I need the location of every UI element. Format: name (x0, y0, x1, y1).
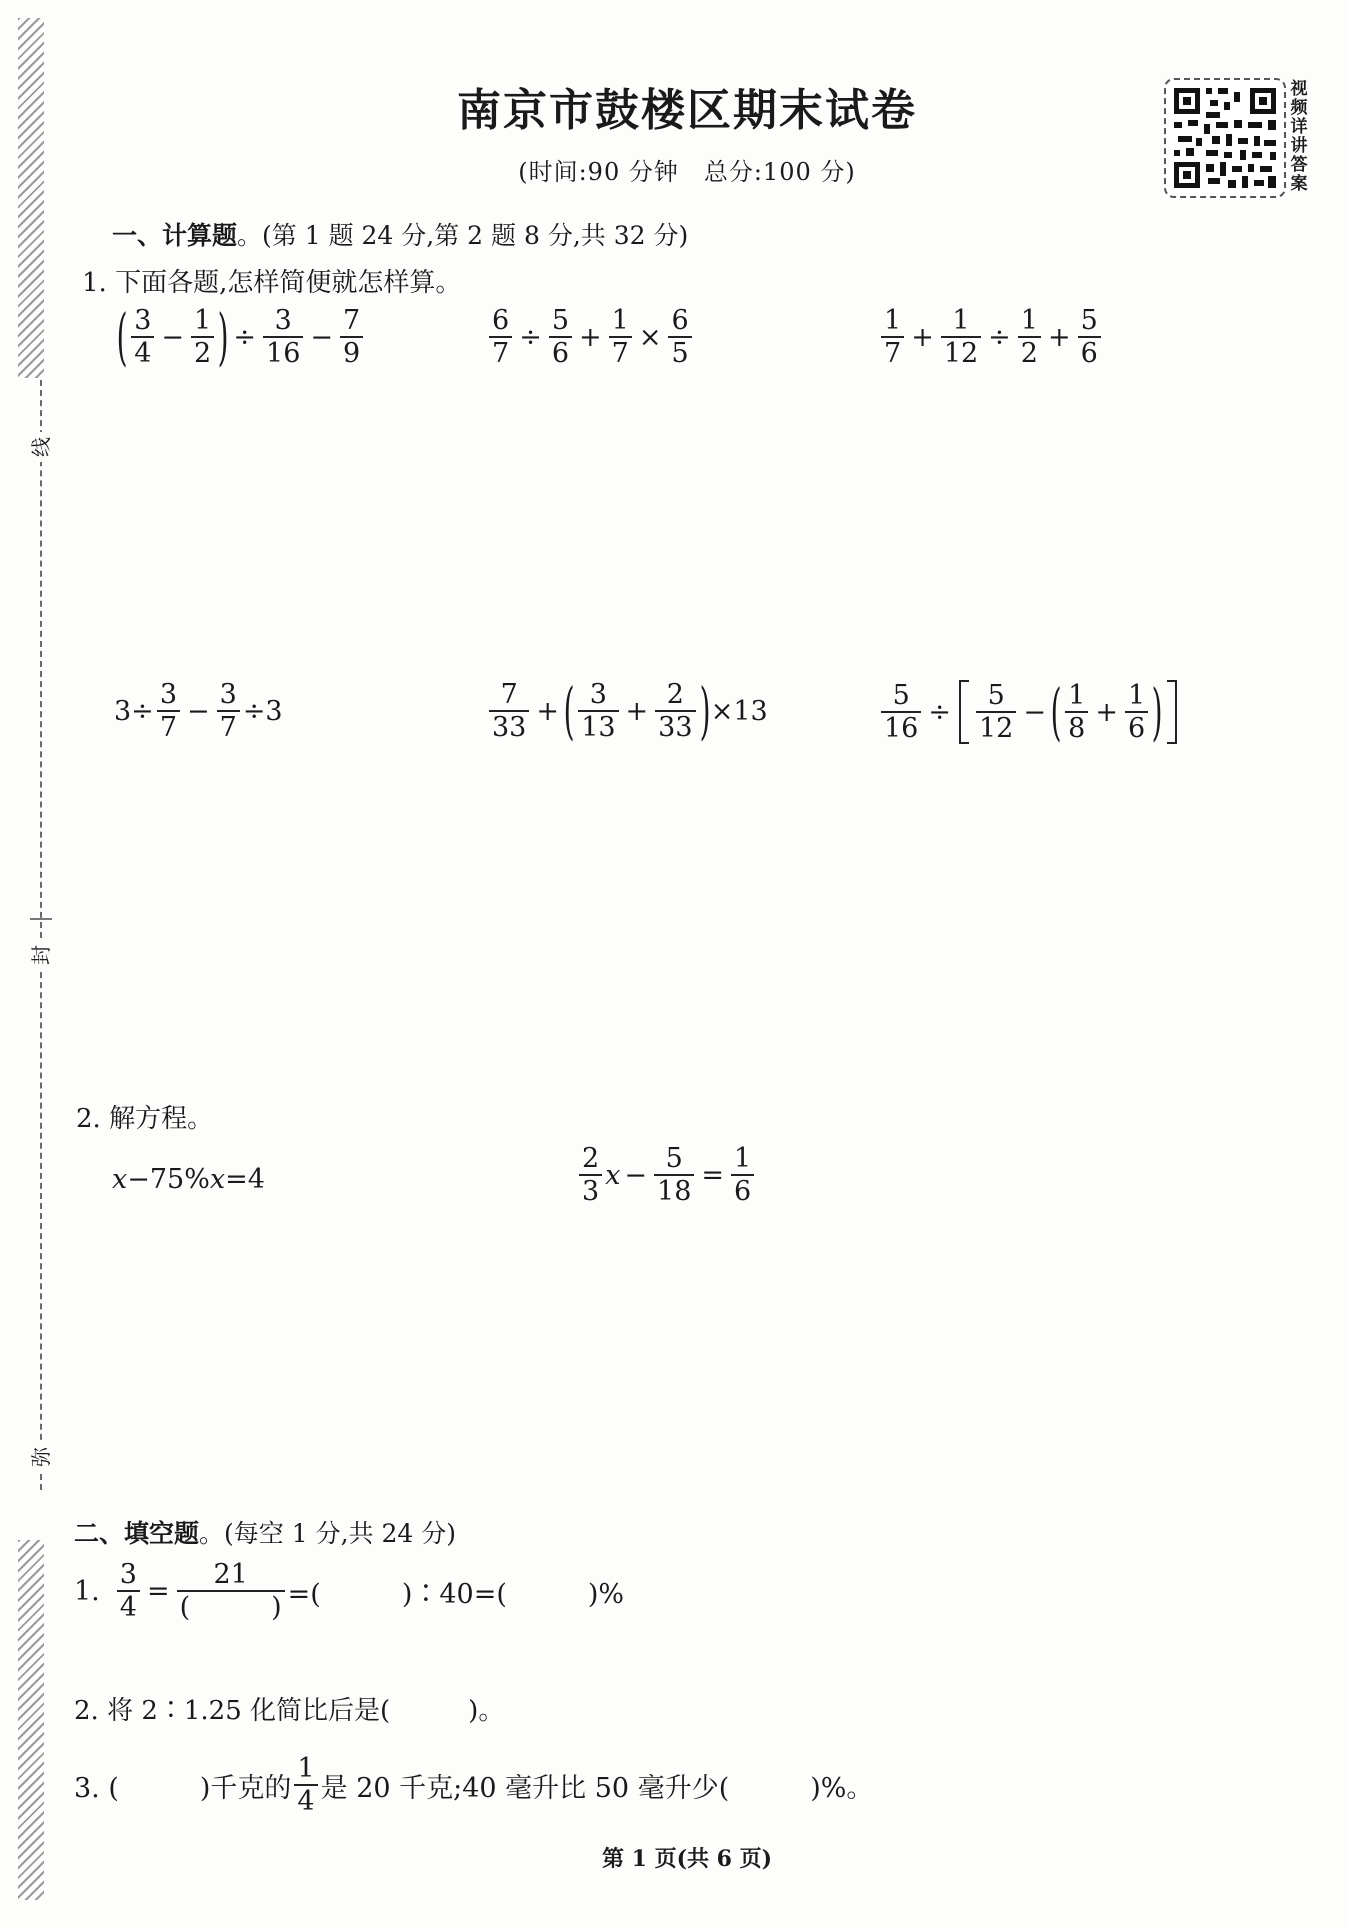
denominator: 13 (578, 710, 618, 742)
numerator: 3 (274, 305, 292, 336)
fraction (217, 680, 240, 742)
denominator: 3 (579, 1174, 602, 1206)
equation-2 (576, 1144, 757, 1206)
expression-2 (486, 306, 695, 368)
numerator: 1 (1127, 679, 1146, 711)
expression-3 (878, 306, 1104, 368)
denominator: 6 (731, 1174, 754, 1206)
denominator: 6 (549, 336, 572, 368)
operator: ÷ (928, 696, 951, 728)
question-2-prompt: 2. 解方程。 (76, 1104, 214, 1134)
fraction (609, 306, 632, 368)
expression-4 (114, 680, 283, 742)
denominator: 12 (941, 336, 981, 368)
operator: + (911, 321, 934, 353)
expression-tail: ÷3 (242, 695, 283, 727)
question-number: 1. (74, 1575, 100, 1607)
expression-6 (878, 675, 1181, 748)
numerator: 2 (582, 1143, 600, 1174)
operator: = (701, 1159, 725, 1191)
qr-code-graphic (1166, 80, 1284, 196)
paren-left: ( (563, 674, 575, 748)
qr-code-icon[interactable] (1164, 78, 1286, 198)
fraction (976, 681, 1016, 743)
fraction (294, 1754, 317, 1816)
fraction (131, 306, 154, 368)
numerator: 3 (159, 679, 177, 710)
denominator: 6 (1125, 711, 1148, 743)
denominator: 2 (1018, 336, 1041, 368)
denominator: 7 (157, 710, 180, 742)
denominator: 16 (881, 711, 921, 743)
section-note: 。(每空 1 分,共 24 分) (199, 1519, 456, 1548)
operator: + (536, 695, 559, 727)
numerator: 6 (492, 305, 510, 336)
operator: ÷ (233, 321, 257, 353)
page-footer: 第 1 页(共 6 页) (601, 1846, 773, 1872)
operator: + (625, 695, 649, 727)
exam-info: (时间:90 分钟 总分:100 分) (518, 158, 856, 186)
numerator: 21 (213, 1559, 248, 1590)
numerator: 6 (671, 305, 689, 336)
denominator: 33 (655, 710, 695, 742)
expression-tail: ×13 (710, 695, 768, 727)
denominator: 16 (263, 336, 303, 368)
fraction (1125, 681, 1148, 743)
section-note: 。(第 1 题 24 分,第 2 题 8 分,共 32 分) (237, 221, 689, 250)
numerator: 1 (194, 305, 212, 336)
qr-caption: 视频详讲答案 (1290, 79, 1308, 194)
denominator: 5 (668, 336, 691, 368)
operator: ÷ (519, 321, 542, 353)
paren-right: ) (1151, 675, 1163, 748)
fraction (654, 1144, 694, 1206)
page-title: 南京市鼓楼区期末试卷 (457, 85, 917, 136)
variable-x: x (209, 1164, 226, 1195)
equation-1 (112, 1164, 265, 1195)
section-title: 一、计算题 (112, 221, 238, 250)
fraction (1018, 306, 1041, 368)
numerator: 5 (892, 679, 910, 711)
numerator: 1 (952, 305, 970, 336)
fraction (1078, 306, 1101, 368)
numerator: 3 (219, 679, 237, 710)
expression-5 (486, 674, 768, 748)
section-heading-fill (74, 1514, 456, 1550)
fraction (579, 1144, 602, 1206)
numerator: 3 (134, 305, 152, 336)
fraction (1065, 681, 1088, 743)
fraction (117, 1560, 140, 1622)
numerator: 1 (1020, 305, 1038, 336)
operator: × (638, 321, 662, 353)
denominator: 7 (609, 336, 632, 368)
denominator: 18 (654, 1174, 694, 1206)
denominator: 7 (881, 336, 904, 368)
fraction (263, 306, 303, 368)
fraction (881, 306, 904, 368)
section-heading-calc (112, 216, 688, 252)
denominator: 7 (489, 336, 512, 368)
fraction (191, 306, 214, 368)
operator: − (624, 1159, 648, 1191)
margin-mi-char: 弥 (24, 1442, 58, 1472)
variable-x: x (605, 1159, 621, 1191)
question-text: 3. ( )千克的 (74, 1772, 292, 1804)
numerator: 1 (297, 1753, 315, 1784)
fill-question-1 (74, 1560, 624, 1622)
margin-line-char: 线 (24, 432, 58, 462)
expression-1 (116, 300, 366, 374)
binding-hatch-top (18, 18, 44, 378)
denominator: 12 (976, 711, 1016, 743)
denominator: 6 (1078, 336, 1101, 368)
operator: + (1047, 321, 1071, 353)
numerator: 1 (1068, 679, 1086, 711)
denominator: 2 (191, 336, 214, 368)
binding-tick (30, 918, 52, 920)
fraction-with-blank[interactable] (177, 1560, 285, 1622)
fraction (941, 306, 981, 368)
operator: = (146, 1575, 170, 1607)
fraction (549, 306, 572, 368)
numerator: 7 (343, 305, 361, 336)
operator: − (310, 321, 334, 353)
fill-question-2[interactable]: 2. 将 2∶1.25 化简比后是( )。 (74, 1696, 505, 1726)
numerator: 5 (1080, 305, 1098, 336)
numerator: 2 (666, 679, 684, 710)
expression-lead: 3÷ (114, 695, 154, 727)
denominator: 4 (117, 1590, 140, 1622)
numerator: 5 (551, 305, 569, 336)
denominator: 33 (489, 710, 529, 742)
fraction (668, 306, 691, 368)
question-1-prompt: 1. 下面各题,怎样简便就怎样算。 (82, 268, 462, 298)
bracket-left (959, 680, 969, 744)
bracket-right (1167, 680, 1177, 744)
denominator: ( ) (177, 1590, 285, 1622)
denominator: 7 (217, 710, 240, 742)
paren-right: ) (699, 674, 711, 748)
paren-right: ) (217, 300, 229, 374)
fraction (731, 1144, 754, 1206)
denominator: 4 (131, 336, 154, 368)
numerator: 1 (611, 305, 629, 336)
fraction (489, 306, 512, 368)
numerator: 1 (884, 305, 902, 336)
fraction (655, 680, 695, 742)
fraction (881, 681, 921, 743)
denominator: 9 (340, 336, 363, 368)
operator: + (1095, 696, 1118, 728)
margin-seal-char: 封 (24, 940, 58, 970)
fraction (340, 306, 363, 368)
paren-left: ( (116, 300, 128, 374)
operator: ÷ (988, 321, 1011, 353)
denominator: 4 (294, 1784, 317, 1816)
numerator: 3 (589, 679, 607, 710)
denominator: 8 (1065, 711, 1088, 743)
numerator: 7 (500, 679, 518, 710)
variable-x: x (112, 1164, 128, 1195)
paren-left: ( (1050, 675, 1062, 748)
question-text: 是 20 千克;40 毫升比 50 毫升少( )%。 (320, 1772, 874, 1804)
operator: − (1023, 696, 1046, 728)
fraction (578, 680, 618, 742)
numerator: 1 (734, 1143, 752, 1174)
numerator: 5 (665, 1143, 683, 1174)
operator: − (161, 321, 185, 353)
fraction (489, 680, 529, 742)
fill-question-3[interactable] (74, 1754, 873, 1816)
operator: + (579, 321, 602, 353)
operator: − (187, 695, 210, 727)
fraction (157, 680, 180, 742)
binding-dashed-line (40, 380, 42, 1490)
equation-rhs: =4 (225, 1164, 265, 1195)
numerator: 3 (119, 1559, 137, 1590)
numerator: 5 (987, 679, 1005, 711)
section-title: 二、填空题 (74, 1519, 200, 1548)
equation-term: −75% (127, 1164, 210, 1195)
fill-blank-chain[interactable]: =( )∶40=( )% (287, 1578, 625, 1610)
